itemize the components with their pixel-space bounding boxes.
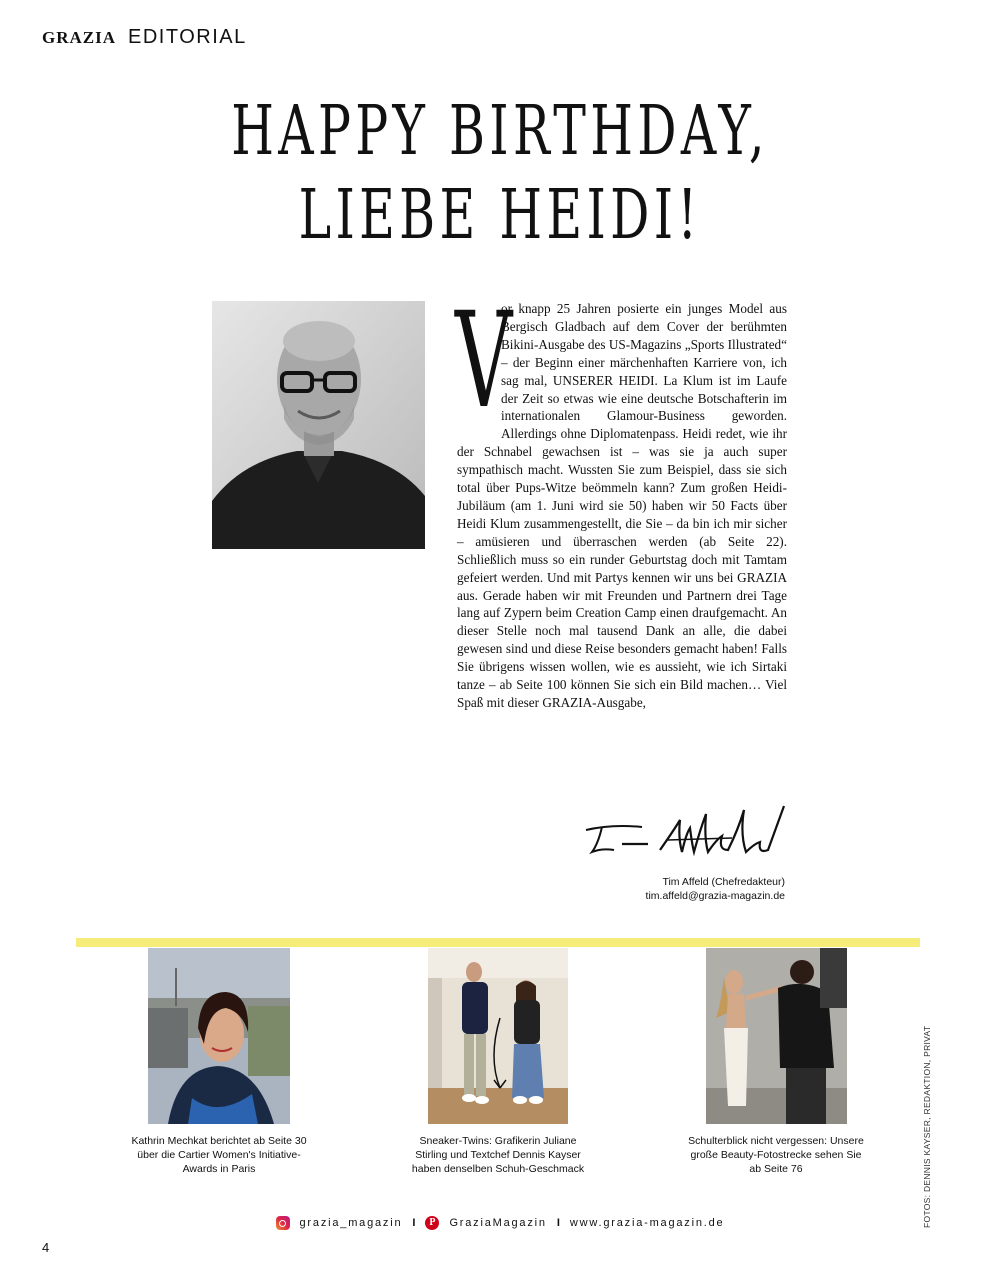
signoff-email[interactable]: tim.affeld@grazia-magazin.de bbox=[645, 890, 785, 902]
photo-kathrin-mechkat bbox=[148, 948, 290, 1124]
section-label: EDITORIAL bbox=[128, 26, 247, 48]
page-header bbox=[42, 26, 247, 49]
accent-bar bbox=[76, 938, 920, 947]
photo-beauty-shoot bbox=[706, 948, 847, 1124]
photo-caption-1: Kathrin Mechkat berichtet ab Seite 30 über die Cartier Women's Initiative-Awards in Paris bbox=[131, 1135, 307, 1175]
instagram-icon bbox=[276, 1216, 290, 1230]
editor-portrait bbox=[212, 301, 425, 549]
brand-logo: GRAZIA bbox=[42, 28, 117, 47]
photo-caption-3: Schulterblick nicht vergessen: Unsere große Beauty-Fotostrecke sehen Sie ab Seite 76 bbox=[688, 1135, 864, 1175]
photo-caption-2: Sneaker-Twins: Grafikerin Juliane Stirling und Textchef Dennis Kayser haben denselben Schuh-Geschmack bbox=[411, 1135, 585, 1175]
headline bbox=[140, 90, 860, 258]
headline-line-2: LIEBE HEIDI! bbox=[298, 176, 702, 255]
signoff-name: Tim Affeld (Chefredakteur) bbox=[662, 876, 785, 888]
footer-separator: I bbox=[412, 1217, 416, 1229]
signoff bbox=[646, 875, 785, 903]
pinterest-handle[interactable]: GraziaMagazin bbox=[449, 1217, 547, 1229]
page-number: 4 bbox=[42, 1240, 50, 1255]
handwritten-signature bbox=[582, 800, 792, 872]
social-footer bbox=[0, 1216, 1000, 1230]
instagram-handle[interactable]: grazia_magazin bbox=[299, 1217, 403, 1229]
editorial-body: or knapp 25 Jahren posierte ein junges Model aus Bergisch Gladbach auf dem Cover der berühmten Bikini-Ausgabe des US-Magazins „Sports Illustrated“ – der Beginn einer märchenhaften Karriere von, ich sag mal, UNSERER HEIDI. La Klum ist im Laufe der Zeit so etwas wie eine deutsche Botschafterin im internationalen Glamour-Business geworden. Allerdings ohne Diplomatenpass. Heidi redet, wie ihr der Schnabel gewachsen ist – was sie ja auch super sympathisch macht. Wussten Sie zum Beispiel, dass sie sich total über Pups-Witze beömmeln kann? Zum großen Heidi-Jubiläum (am 1. Juni wird sie 50) haben wir 50 Facts über Heidi Klum zusammengestellt, die Sie – da bin ich mir sicher – amüsieren und überraschen werden (ab Seite 22). Schließlich muss so ein runder Geburtstag doch mit Tamtam gefeiert werden. Und mit Partys kennen wir uns bei GRAZIA aus. Gerade haben wir mit Freunden und Partnern drei Tage lang auf Zypern beim Creation Camp einen draufgemacht. An dieser Stelle noch mal tausend Dank an alle, die dabei gewesen sind und diese Reise besonders gemacht haben! Falls Sie übrigens wissen wollen, wie es aussieht, wie ich Sirtaki tanze – ab Seite 100 können Sie sich ein Bild machen… Viel Spaß mit dieser GRAZIA-Ausgabe, bbox=[457, 301, 787, 710]
pinterest-icon: P bbox=[425, 1216, 439, 1230]
photo-credit: FOTOS: DENNIS KAYSER, REDAKTION, PRIVAT bbox=[922, 1025, 932, 1228]
footer-separator: I bbox=[556, 1217, 560, 1229]
website-link[interactable]: www.grazia-magazin.de bbox=[569, 1217, 725, 1229]
dropcap-letter: V bbox=[455, 284, 513, 438]
editorial-text bbox=[455, 284, 787, 712]
headline-line-1: HAPPY BIRTHDAY, bbox=[231, 92, 769, 171]
photo-sneaker-twins bbox=[428, 948, 568, 1124]
